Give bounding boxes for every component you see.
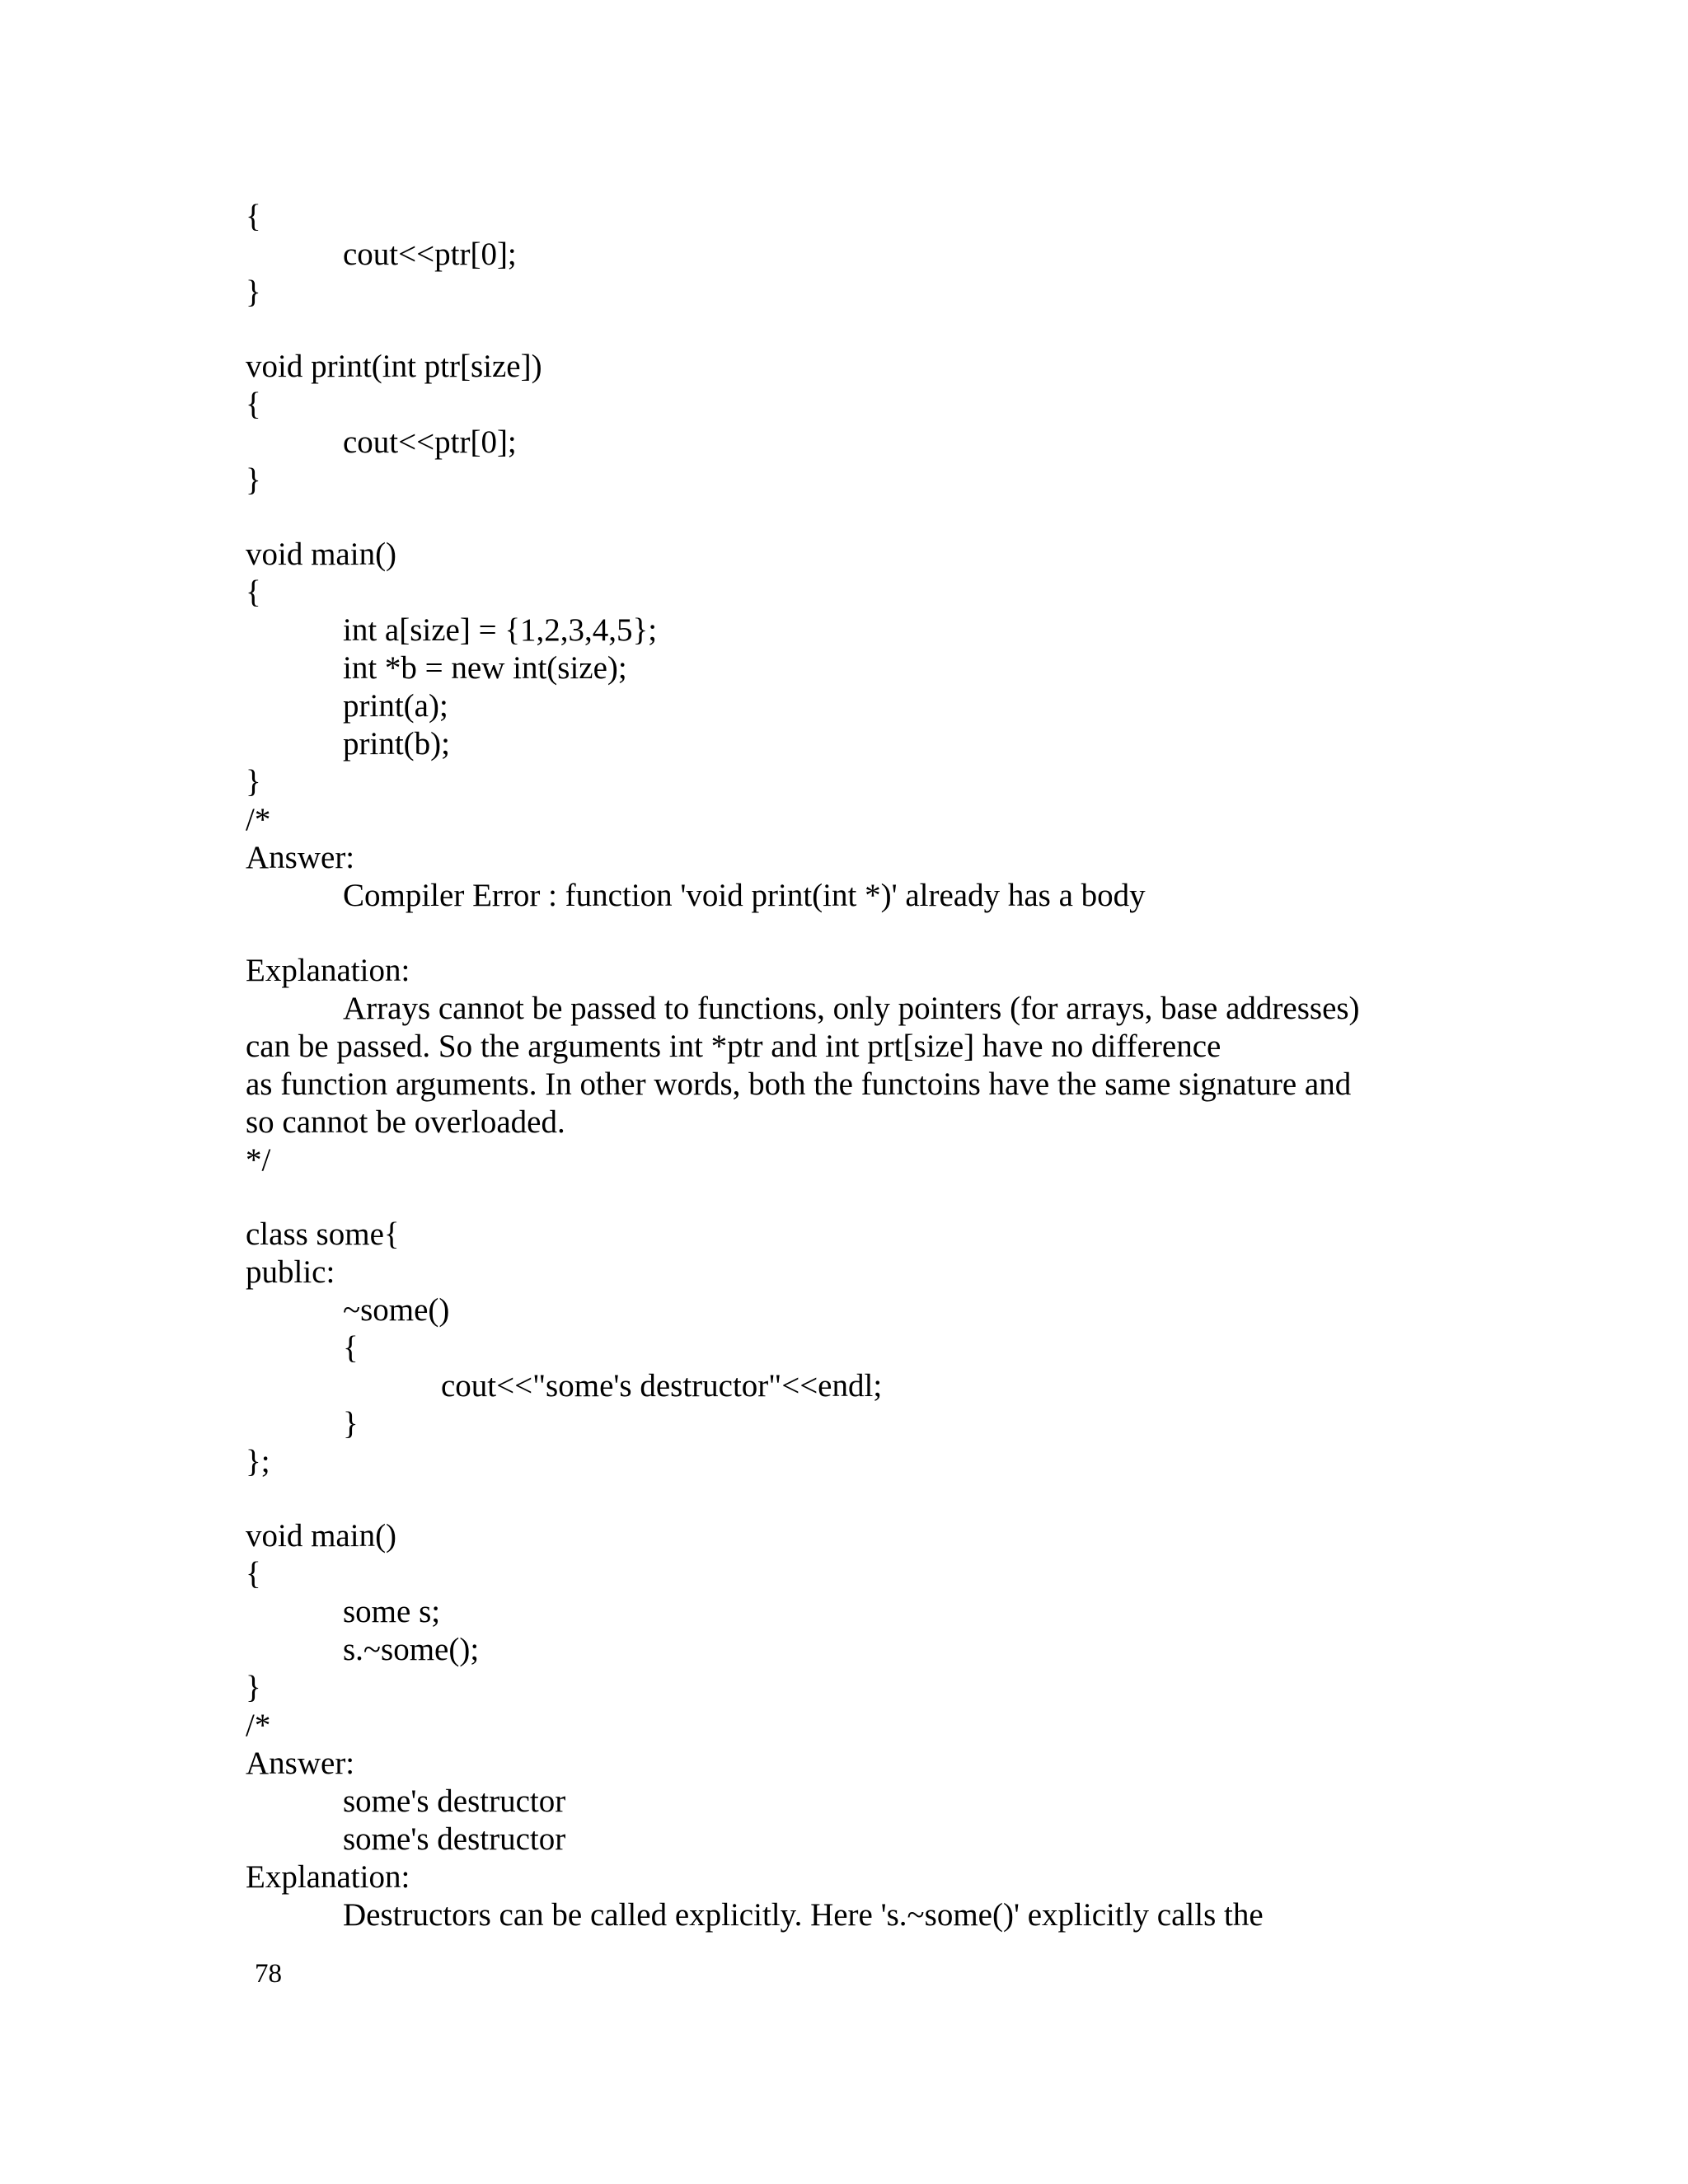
code-line: ~some() (343, 1292, 450, 1328)
code-line: void main() (246, 1518, 397, 1554)
code-line: s.~some(); (343, 1632, 480, 1667)
code-line: { (246, 574, 261, 610)
code-line: void main() (246, 537, 397, 572)
answer-heading: Answer: (246, 1746, 355, 1781)
code-line: int *b = new int(size); (343, 650, 627, 686)
code-line: class some{ (246, 1216, 400, 1252)
answer-text: Compiler Error : function 'void print(int *)' already has a body (343, 878, 1146, 913)
explanation-text: Destructors can be called explicitly. Here 's.~some()' explicitly calls the (343, 1897, 1264, 1933)
code-line: public: (246, 1254, 335, 1290)
code-line: } (246, 462, 261, 498)
explanation-text: as function arguments. In other words, both the functoins have the same signature and (246, 1066, 1352, 1102)
comment-open: /* (246, 802, 271, 837)
explanation-text: so cannot be overloaded. (246, 1104, 565, 1140)
code-line: int a[size] = {1,2,3,4,5}; (343, 612, 658, 648)
answer-heading: Answer: (246, 840, 355, 875)
code-line: } (343, 1406, 359, 1441)
page-number: 78 (255, 1959, 282, 1989)
code-line: } (246, 274, 261, 310)
code-line: } (246, 1670, 261, 1705)
code-line: print(b); (343, 726, 450, 762)
comment-open: /* (246, 1708, 271, 1743)
code-line: { (246, 1556, 261, 1591)
code-line: { (246, 387, 261, 422)
code-line: { (343, 1330, 359, 1366)
code-line: } (246, 764, 261, 799)
comment-close: */ (246, 1142, 271, 1178)
code-line: }; (246, 1444, 270, 1479)
code-line: { (246, 199, 261, 234)
explanation-heading: Explanation: (246, 1859, 410, 1895)
code-line: void print(int ptr[size]) (246, 349, 542, 384)
explanation-text: Arrays cannot be passed to functions, only pointers (for arrays, base addresses) (343, 991, 1360, 1026)
code-line: some s; (343, 1594, 441, 1629)
answer-text: some's destructor (343, 1783, 566, 1819)
explanation-text: can be passed. So the arguments int *ptr and int prt[size] have no difference (246, 1029, 1221, 1064)
code-line: print(a); (343, 688, 448, 724)
code-line: cout<<ptr[0]; (343, 237, 517, 272)
code-line: cout<<"some's destructor"<<endl; (441, 1368, 883, 1404)
explanation-heading: Explanation: (246, 953, 410, 988)
code-line: cout<<ptr[0]; (343, 424, 517, 460)
answer-text: some's destructor (343, 1821, 566, 1857)
